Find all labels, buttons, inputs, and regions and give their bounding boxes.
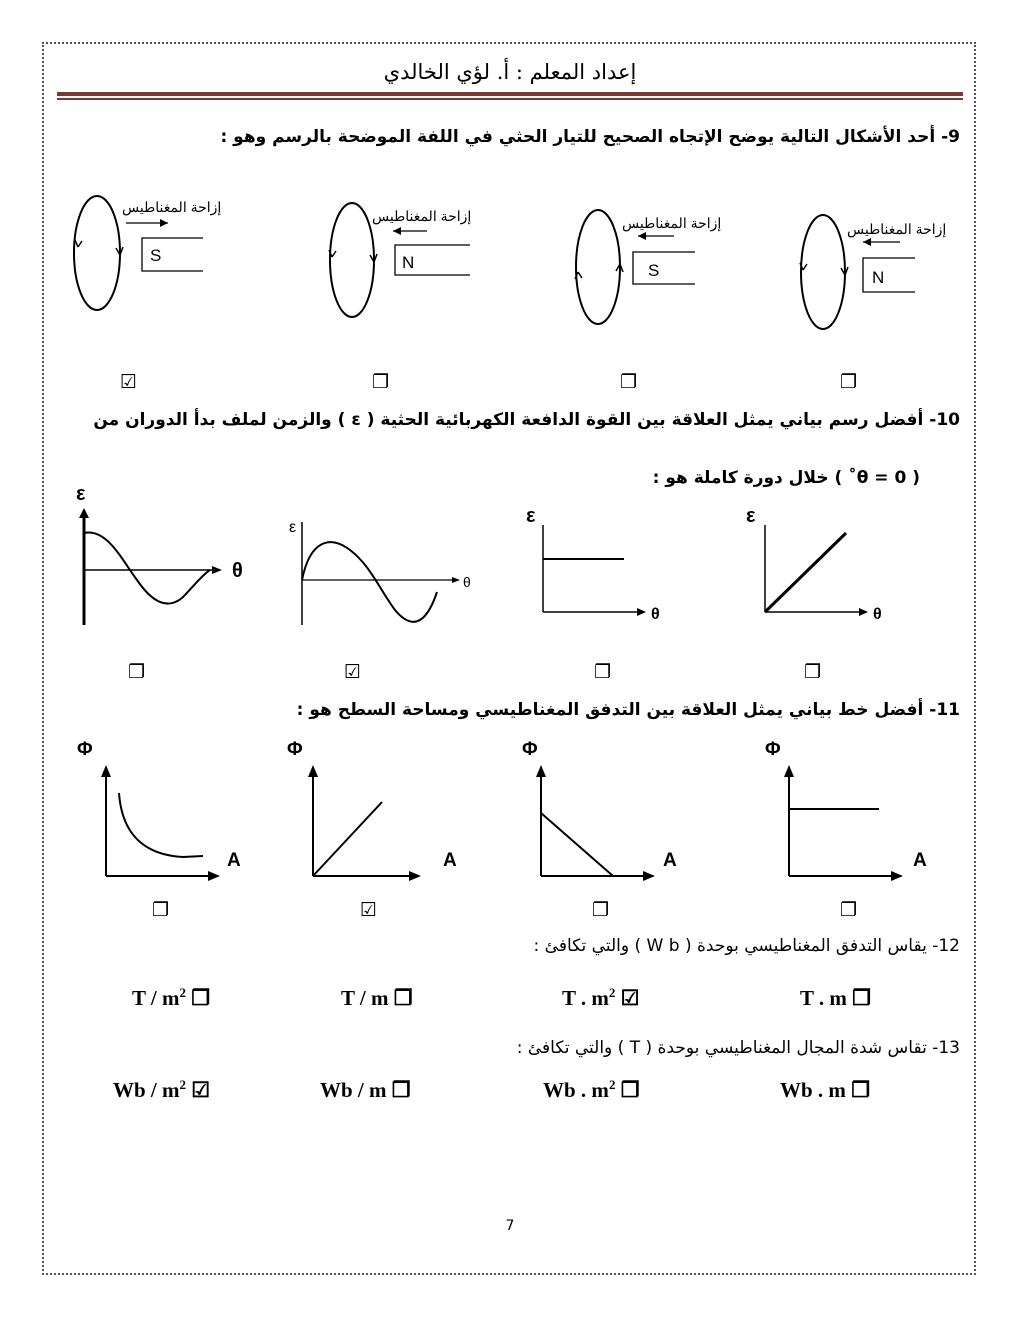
current-arrow-icon: [75, 240, 82, 247]
arrow-head-icon: [208, 871, 220, 881]
y-label: Φ: [77, 739, 93, 760]
magnet-pole: N: [402, 253, 415, 272]
q9-figure-2: [315, 195, 490, 335]
q11-graph-1: [75, 735, 255, 880]
q11-checkbox-3[interactable]: ❐: [592, 899, 610, 921]
arrow-head-icon: [308, 765, 318, 777]
q11-checkbox-1[interactable]: ❐: [152, 899, 170, 921]
question-9-text: 9- أحد الأشكال التالية يوضح الإتجاه الصحيح للتيار الحثي في اللفة الموضحة بالرسم وهو :: [220, 127, 960, 147]
q10-checkbox-2[interactable]: ☑: [344, 661, 362, 683]
coil-loop: [576, 210, 620, 324]
arrow-head-icon: [212, 566, 222, 574]
q10-checkbox-4[interactable]: ❐: [804, 661, 822, 683]
x-label: θ: [873, 606, 882, 623]
q10-graph-2: [285, 510, 485, 630]
header-rule-thin: [57, 98, 963, 100]
q9-checkbox-4[interactable]: ❐: [840, 371, 858, 393]
y-label: ε: [76, 483, 86, 505]
q12-option-2[interactable]: [341, 985, 413, 1011]
x-label: A: [663, 850, 677, 871]
page-header: إعداد المعلم : أ. لؤي الخالدي: [383, 60, 637, 84]
arrow-head-icon: [452, 577, 460, 583]
q9-checkbox-1[interactable]: ☑: [120, 371, 138, 393]
q13-checkbox-3[interactable]: ❐: [620, 1078, 640, 1102]
question-11-text: 11- أفضل خط بياني يمثل العلاقة بين التدفق المغناطيسي ومساحة السطح هو :: [296, 700, 960, 720]
q12-checkbox-1[interactable]: ❐: [191, 986, 211, 1010]
q13-checkbox-2[interactable]: ❐: [391, 1078, 411, 1102]
unit-exponent: 2: [179, 1077, 187, 1092]
unit-base: T / m: [132, 986, 180, 1010]
unit-base: T / m: [341, 986, 389, 1010]
q9-label-4: إزاحة المغناطيس: [847, 221, 947, 237]
arrow-head-icon: [393, 227, 401, 235]
q11-checkbox-2[interactable]: ☑: [360, 899, 378, 921]
arrow-head-icon: [536, 765, 546, 777]
y-label: ε: [526, 505, 536, 527]
q11-graph-4: [765, 735, 935, 880]
q10-graph-3: [520, 500, 680, 625]
q10-checkbox-1[interactable]: ❐: [128, 661, 146, 683]
x-label: A: [443, 850, 457, 871]
cosine-curve: [84, 532, 210, 603]
q13-checkbox-4[interactable]: ❐: [851, 1078, 871, 1102]
q10-checkbox-3[interactable]: ❐: [594, 661, 612, 683]
decreasing-line: [541, 813, 613, 876]
question-12-text: 12- يقاس التدفق المغناطيسي بوحدة ( W b ) والتي تكافئ :: [533, 936, 960, 956]
unit-exponent: 2: [608, 1077, 616, 1092]
q9-checkbox-2[interactable]: ❐: [372, 371, 390, 393]
arrow-head-icon: [784, 765, 794, 777]
q9-label-3: إزاحة المغناطيس: [622, 215, 722, 231]
unit-base: T . m: [800, 986, 847, 1010]
q13-option-3[interactable]: [543, 1077, 640, 1103]
unit-base: Wb . m: [780, 1078, 846, 1102]
question-10-text-cont: ( θ = 0˚ ) خلال دورة كاملة هو :: [652, 468, 920, 488]
magnet-icon: [633, 252, 695, 284]
arrow-head-icon: [101, 765, 111, 777]
unit-base: T . m: [562, 986, 609, 1010]
q12-checkbox-3[interactable]: ☑: [620, 986, 640, 1010]
coil-loop: [801, 215, 845, 329]
arrow-head-icon: [160, 219, 168, 227]
y-label: ε: [746, 505, 756, 527]
arrow-head-icon: [859, 608, 868, 616]
x-label: θ: [232, 560, 243, 582]
magnet-pole: S: [648, 261, 660, 280]
header-rule: [57, 92, 963, 96]
q13-option-2[interactable]: [320, 1077, 411, 1103]
q9-label-2: إزاحة المغناطيس: [372, 208, 472, 224]
page-number: 7: [505, 1218, 515, 1234]
question-10-text: 10- أفضل رسم بياني يمثل العلاقة بين القوة الدافعة الكهربائية الحثية ( ε ) والزمن لملف بدأ الدوران من: [93, 410, 960, 430]
question-13-text: 13- تقاس شدة المجال المغناطيسي بوحدة ( T ) والتي تكافئ :: [516, 1038, 960, 1058]
q9-figure-3: [560, 200, 735, 340]
q13-option-1[interactable]: [113, 1077, 210, 1103]
q12-option-1[interactable]: [132, 985, 210, 1011]
sine-curve: [302, 542, 437, 622]
q11-graph-2: [283, 735, 473, 880]
q9-figure-4: [785, 212, 960, 342]
y-label: Φ: [765, 739, 781, 760]
coil-loop: [330, 203, 374, 317]
q12-option-4[interactable]: [800, 985, 871, 1011]
y-label: Φ: [287, 739, 303, 760]
linear-line: [313, 802, 382, 876]
arrow-head-icon: [863, 238, 871, 246]
q12-checkbox-2[interactable]: ❐: [393, 986, 413, 1010]
magnet-icon: [863, 258, 915, 292]
y-label: ε: [289, 519, 297, 536]
y-label: Φ: [522, 739, 538, 760]
q12-option-3[interactable]: [562, 985, 639, 1011]
unit-exponent: 2: [179, 985, 186, 1000]
arrow-head-icon: [638, 232, 646, 240]
q11-graph-3: [518, 735, 698, 880]
unit-base: Wb . m: [543, 1078, 609, 1102]
unit-base: Wb / m: [320, 1078, 387, 1102]
arrow-head-icon: [409, 871, 421, 881]
q13-option-4[interactable]: [780, 1077, 870, 1103]
magnet-pole: N: [872, 268, 885, 287]
q9-figure-1: [60, 185, 230, 325]
coil-loop: [74, 196, 120, 310]
x-label: θ: [651, 606, 660, 623]
x-label: A: [913, 850, 927, 871]
linear-line: [765, 533, 846, 612]
magnet-pole: S: [150, 246, 162, 265]
x-label: θ: [463, 574, 471, 590]
q10-graph-4: [740, 500, 900, 625]
q13-checkbox-1[interactable]: ☑: [191, 1078, 211, 1102]
unit-exponent: 2: [608, 985, 616, 1000]
unit-base: Wb / m: [113, 1078, 180, 1102]
q12-checkbox-4[interactable]: ❐: [852, 986, 871, 1010]
q11-checkbox-4[interactable]: ❐: [840, 899, 858, 921]
arrow-head-icon: [891, 871, 903, 881]
q10-graph-1: [62, 480, 262, 630]
arrow-head-icon: [79, 508, 89, 518]
arrow-head-icon: [637, 608, 646, 616]
arrow-head-icon: [643, 871, 655, 881]
x-label: A: [227, 850, 241, 871]
q9-checkbox-3[interactable]: ❐: [620, 371, 638, 393]
q9-label-1: إزاحة المغناطيس: [122, 199, 222, 215]
inverse-curve: [119, 793, 203, 857]
